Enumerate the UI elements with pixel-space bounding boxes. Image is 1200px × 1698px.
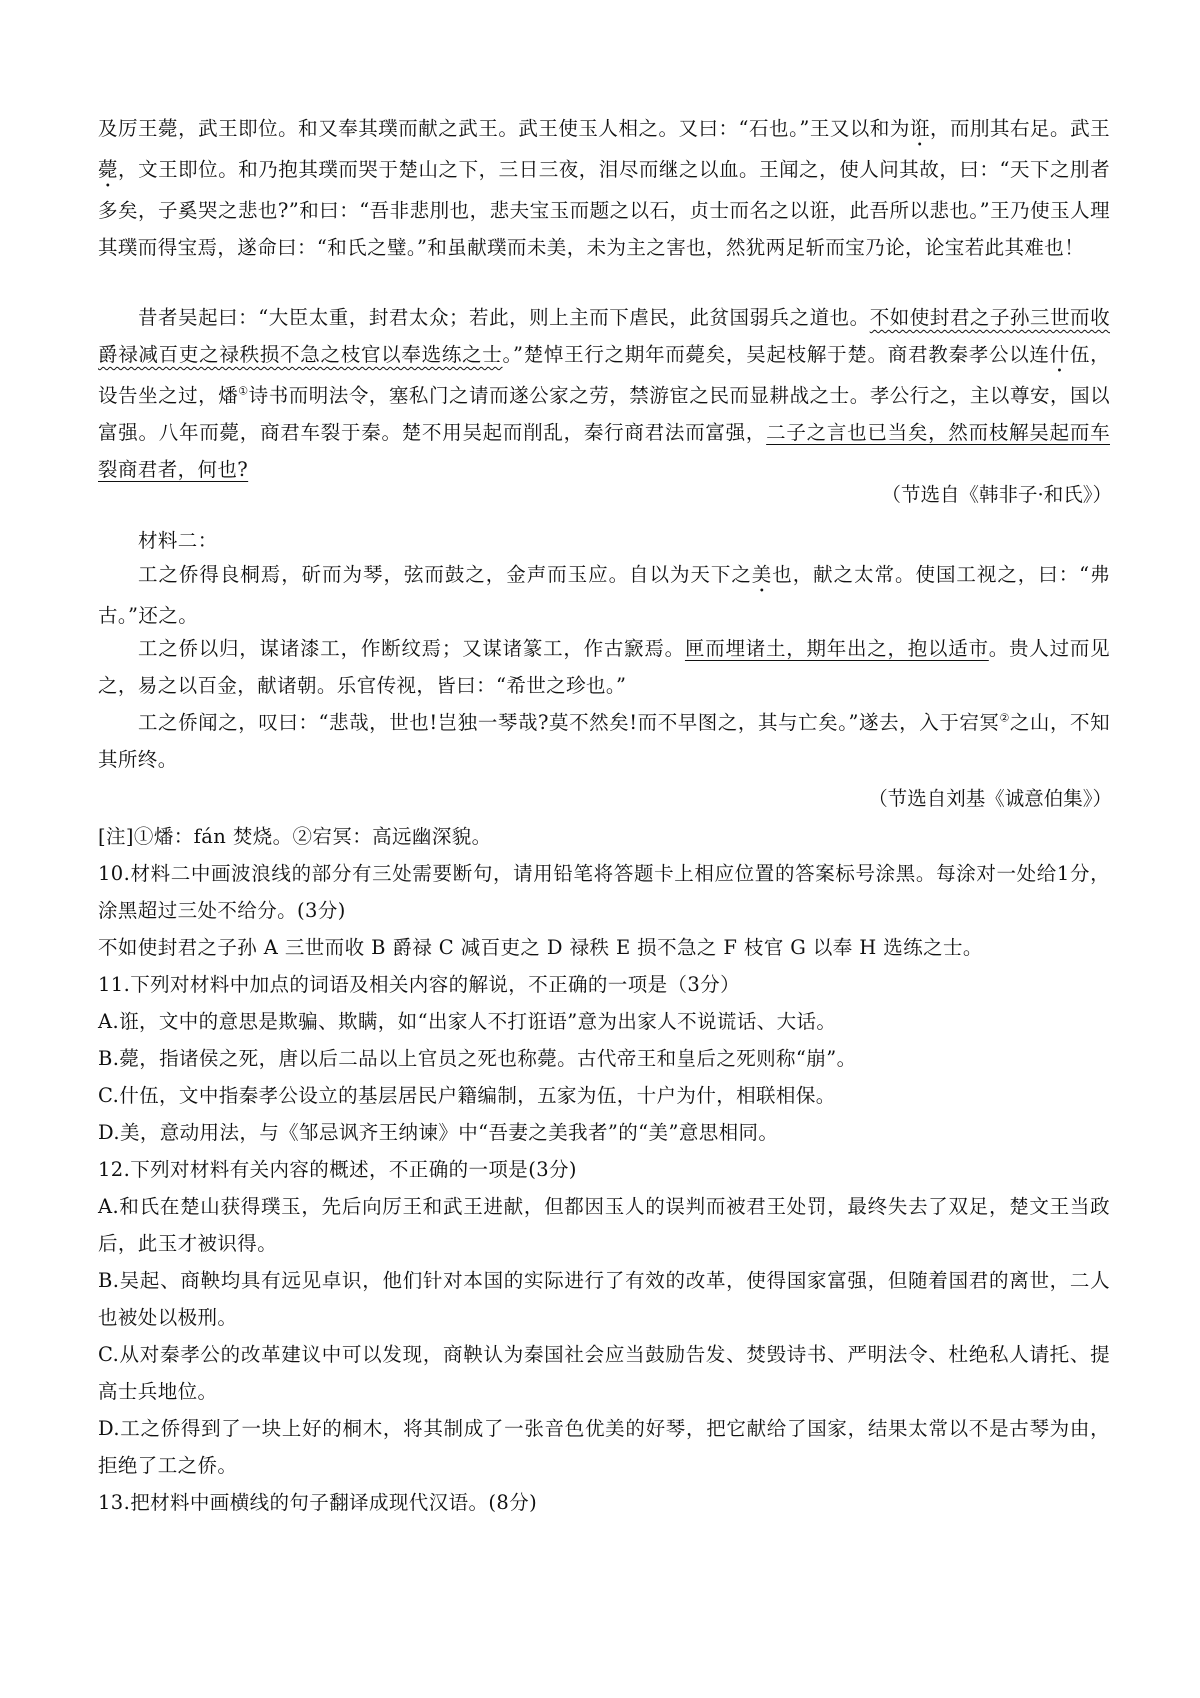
text-span: ，而刖其右足。武王 [929, 117, 1110, 140]
question-12-option-b: B.吴起、商鞅均具有远见卓识，他们针对本国的实际进行了有效的改革，使得国家富强，但随着国君的离世，二人也被处以极刑。 [98, 1269, 1110, 1329]
text-span: 昔者吴起曰：“大臣太重，封君太众；若此，则上主而下虐民，此贫国弱兵之道也。 [138, 306, 870, 329]
footnote-marker: ② [999, 711, 1010, 725]
text-span: 工之侨闻之，叹曰：“悲哉，世也!岂独一琴哉?莫不然矣!而不早图之，其与亡矣。”遂去，入于宕冥 [138, 711, 1000, 734]
text-span: 及厉王薨，武王即位。和又奉其璞而献之武王。武王使玉人相之。又曰：“石也。”王又以和为 [98, 117, 910, 140]
question-11-option-c: C.什伍，文中指秦孝公设立的基层居民户籍编制，五家为伍，十户为什，相联相保。 [98, 1084, 836, 1107]
wavy-underlined-sentence: 不如使封君之子孙三世而收爵禄减百吏之禄秩损不急之枝官以奉选练之士 [98, 306, 1110, 366]
footnote-marker: ① [238, 384, 249, 398]
annotation-notes: [注]①燔：fán 焚烧。②宕冥：高远幽深貌。 [98, 825, 492, 848]
question-13-stem: 13.把材料中画横线的句子翻译成现代汉语。(8分) [98, 1491, 538, 1514]
text-span: 。”楚悼王行之期年而薨矣，吴起枝解于楚。商君教秦孝公以连 [502, 343, 1050, 366]
dotted-word: 诳 [909, 117, 930, 140]
text-span: ，文王即位。和乃抱其璞而哭于楚山之下，三日三夜，泪尽而继之以血。王闻之，使人问其故，曰：“天下之刖者多矣，子奚哭之悲也?”和曰：“吾非悲刖也，悲夫宝玉而题之以石，贞士而名之以诳，此吾所以悲也。”王乃使玉人理其璞而得宝焉，遂命曰：“和氏之璧。”和虽献璞而未美，未为主之害也，然犹两足斩而宝乃论，论宝若此其难也！ [98, 158, 1110, 259]
text-span: 工之侨以归，谋诸漆工，作断纹焉；又谋诸篆工，作古窾焉。 [138, 637, 685, 660]
text-span: 也，献之太常。使国工视之，曰：“弗古。”还之。 [98, 563, 1110, 627]
material2-paragraph2 [98, 630, 1110, 704]
material1-paragraph2 [98, 299, 1110, 488]
material2-paragraph3 [98, 704, 1110, 778]
question-10-line: 不如使封君之子孙 A 三世而收 B 爵禄 C 减百吏之 D 禄秩 E 损不急之 F 枝官 G 以奉 H 选练之士。 [98, 936, 983, 959]
text-span: 诗书而明法令，塞私门之请而遂公家之劳，禁游宦之民而显耕战之士。孝公行之，主以尊安，国以富强。八年而薨，商君车裂于秦。楚不用吴起而削乱，秦行商君法而富强， [98, 384, 1111, 444]
question-10-stem: 10.材料二中画波浪线的部分有三处需要断句，请用铅笔将答题卡上相应位置的答案标号涂黑。每涂对一处给1分，涂黑超过三处不给分。(3分) [98, 862, 1110, 922]
text-span: 。贵人过而见之，易之以百金，献诸朝。乐官传视，皆曰：“希世之珍也。” [98, 637, 1110, 697]
question-11-option-d: D.美，意动用法，与《邹忌讽齐王纳谏》中“吾妻之美我者”的“美”意思相同。 [98, 1121, 779, 1144]
question-12-option-d: D.工之侨得到了一块上好的桐木，将其制成了一张音色优美的好琴，把它献给了国家，结果太常以不是古琴为由，拒绝了工之侨。 [98, 1417, 1110, 1477]
material1-source: （节选自《韩非子·和氏》） [881, 483, 1112, 506]
text-span: 之山，不知其所终。 [98, 711, 1110, 771]
text-span: 工之侨得良桐焉，斫而为琴，弦而鼓之，金声而玉应。自以为天下之 [138, 563, 752, 586]
question-12-stem: 12.下列对材料有关内容的概述，不正确的一项是(3分) [98, 1158, 577, 1181]
dotted-word: 美 [751, 563, 773, 586]
material1-paragraph1 [98, 110, 1110, 266]
underlined-sentence: 匣而埋诸土，期年出之，抱以适市 [684, 637, 989, 660]
text-span: 伍，设告坐之过，燔 [98, 343, 1110, 407]
material2-paragraph1 [98, 556, 1110, 634]
material2-heading: 材料二： [138, 529, 218, 552]
question-11-stem: 11.下列对材料中加点的词语及相关内容的解说，不正确的一项是（3分） [98, 973, 741, 996]
question-12-option-a: A.和氏在楚山获得璞玉，先后向厉王和武王进献，但都因玉人的误判而被君王处罚，最终失去了双足，楚文王当政后，此玉才被识得。 [98, 1195, 1110, 1255]
question-11-option-b: B.薨，指诸侯之死，唐以后二品以上官员之死也称薨。古代帝王和皇后之死则称“崩”。 [98, 1047, 857, 1070]
question-11-option-a: A.诳，文中的意思是欺骗、欺瞒，如“出家人不打诳语”意为出家人不说谎话、大话。 [98, 1010, 837, 1033]
underlined-sentence: 二子之言也已当矣，然而枝解吴起而车裂商君者，何也? [98, 421, 1110, 481]
dotted-word: 什 [1049, 343, 1070, 366]
question-12-option-c: C.从对秦孝公的改革建议中可以发现，商鞅认为秦国社会应当鼓励告发、焚毁诗书、严明法令、杜绝私人请托、提高士兵地位。 [98, 1343, 1110, 1403]
material2-source: （节选自刘基《诚意伯集》） [868, 787, 1112, 810]
dotted-word: 薨 [98, 158, 119, 181]
